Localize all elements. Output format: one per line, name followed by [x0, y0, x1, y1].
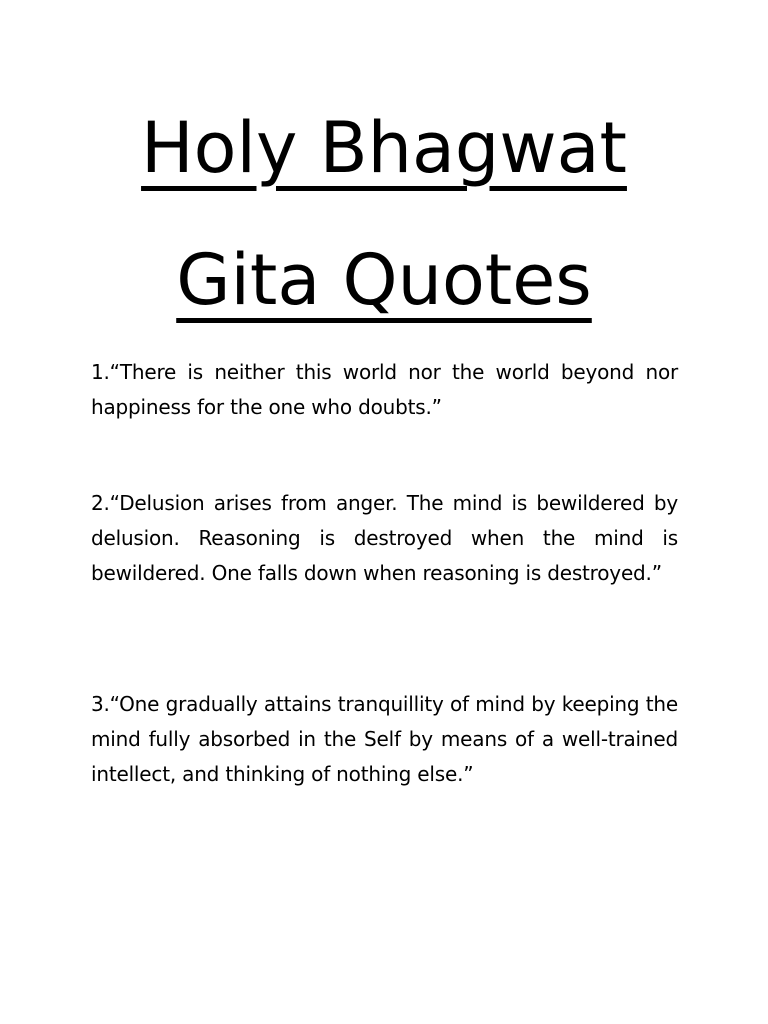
title-line-1 — [0, 108, 768, 188]
title-line-2-text: Gita Quotes — [176, 239, 592, 321]
title-line-1-text: Holy Bhagwat — [141, 107, 627, 189]
quote-1: 1.“There is neither this world nor the world beyond nor happiness for the one who doubts.” — [91, 360, 678, 419]
title-line-2 — [0, 240, 768, 320]
quote-3: 3.“One gradually attains tranquillity of mind by keeping the mind fully absorbed in the Self by means of a well-trained intellect, and thinking of nothing else.” — [91, 692, 678, 786]
quote-2: 2.“Delusion arises from anger. The mind is bewildered by delusion. Reasoning is destroyed when the mind is bewildered. One falls down when reasoning is destroyed.” — [91, 491, 678, 585]
